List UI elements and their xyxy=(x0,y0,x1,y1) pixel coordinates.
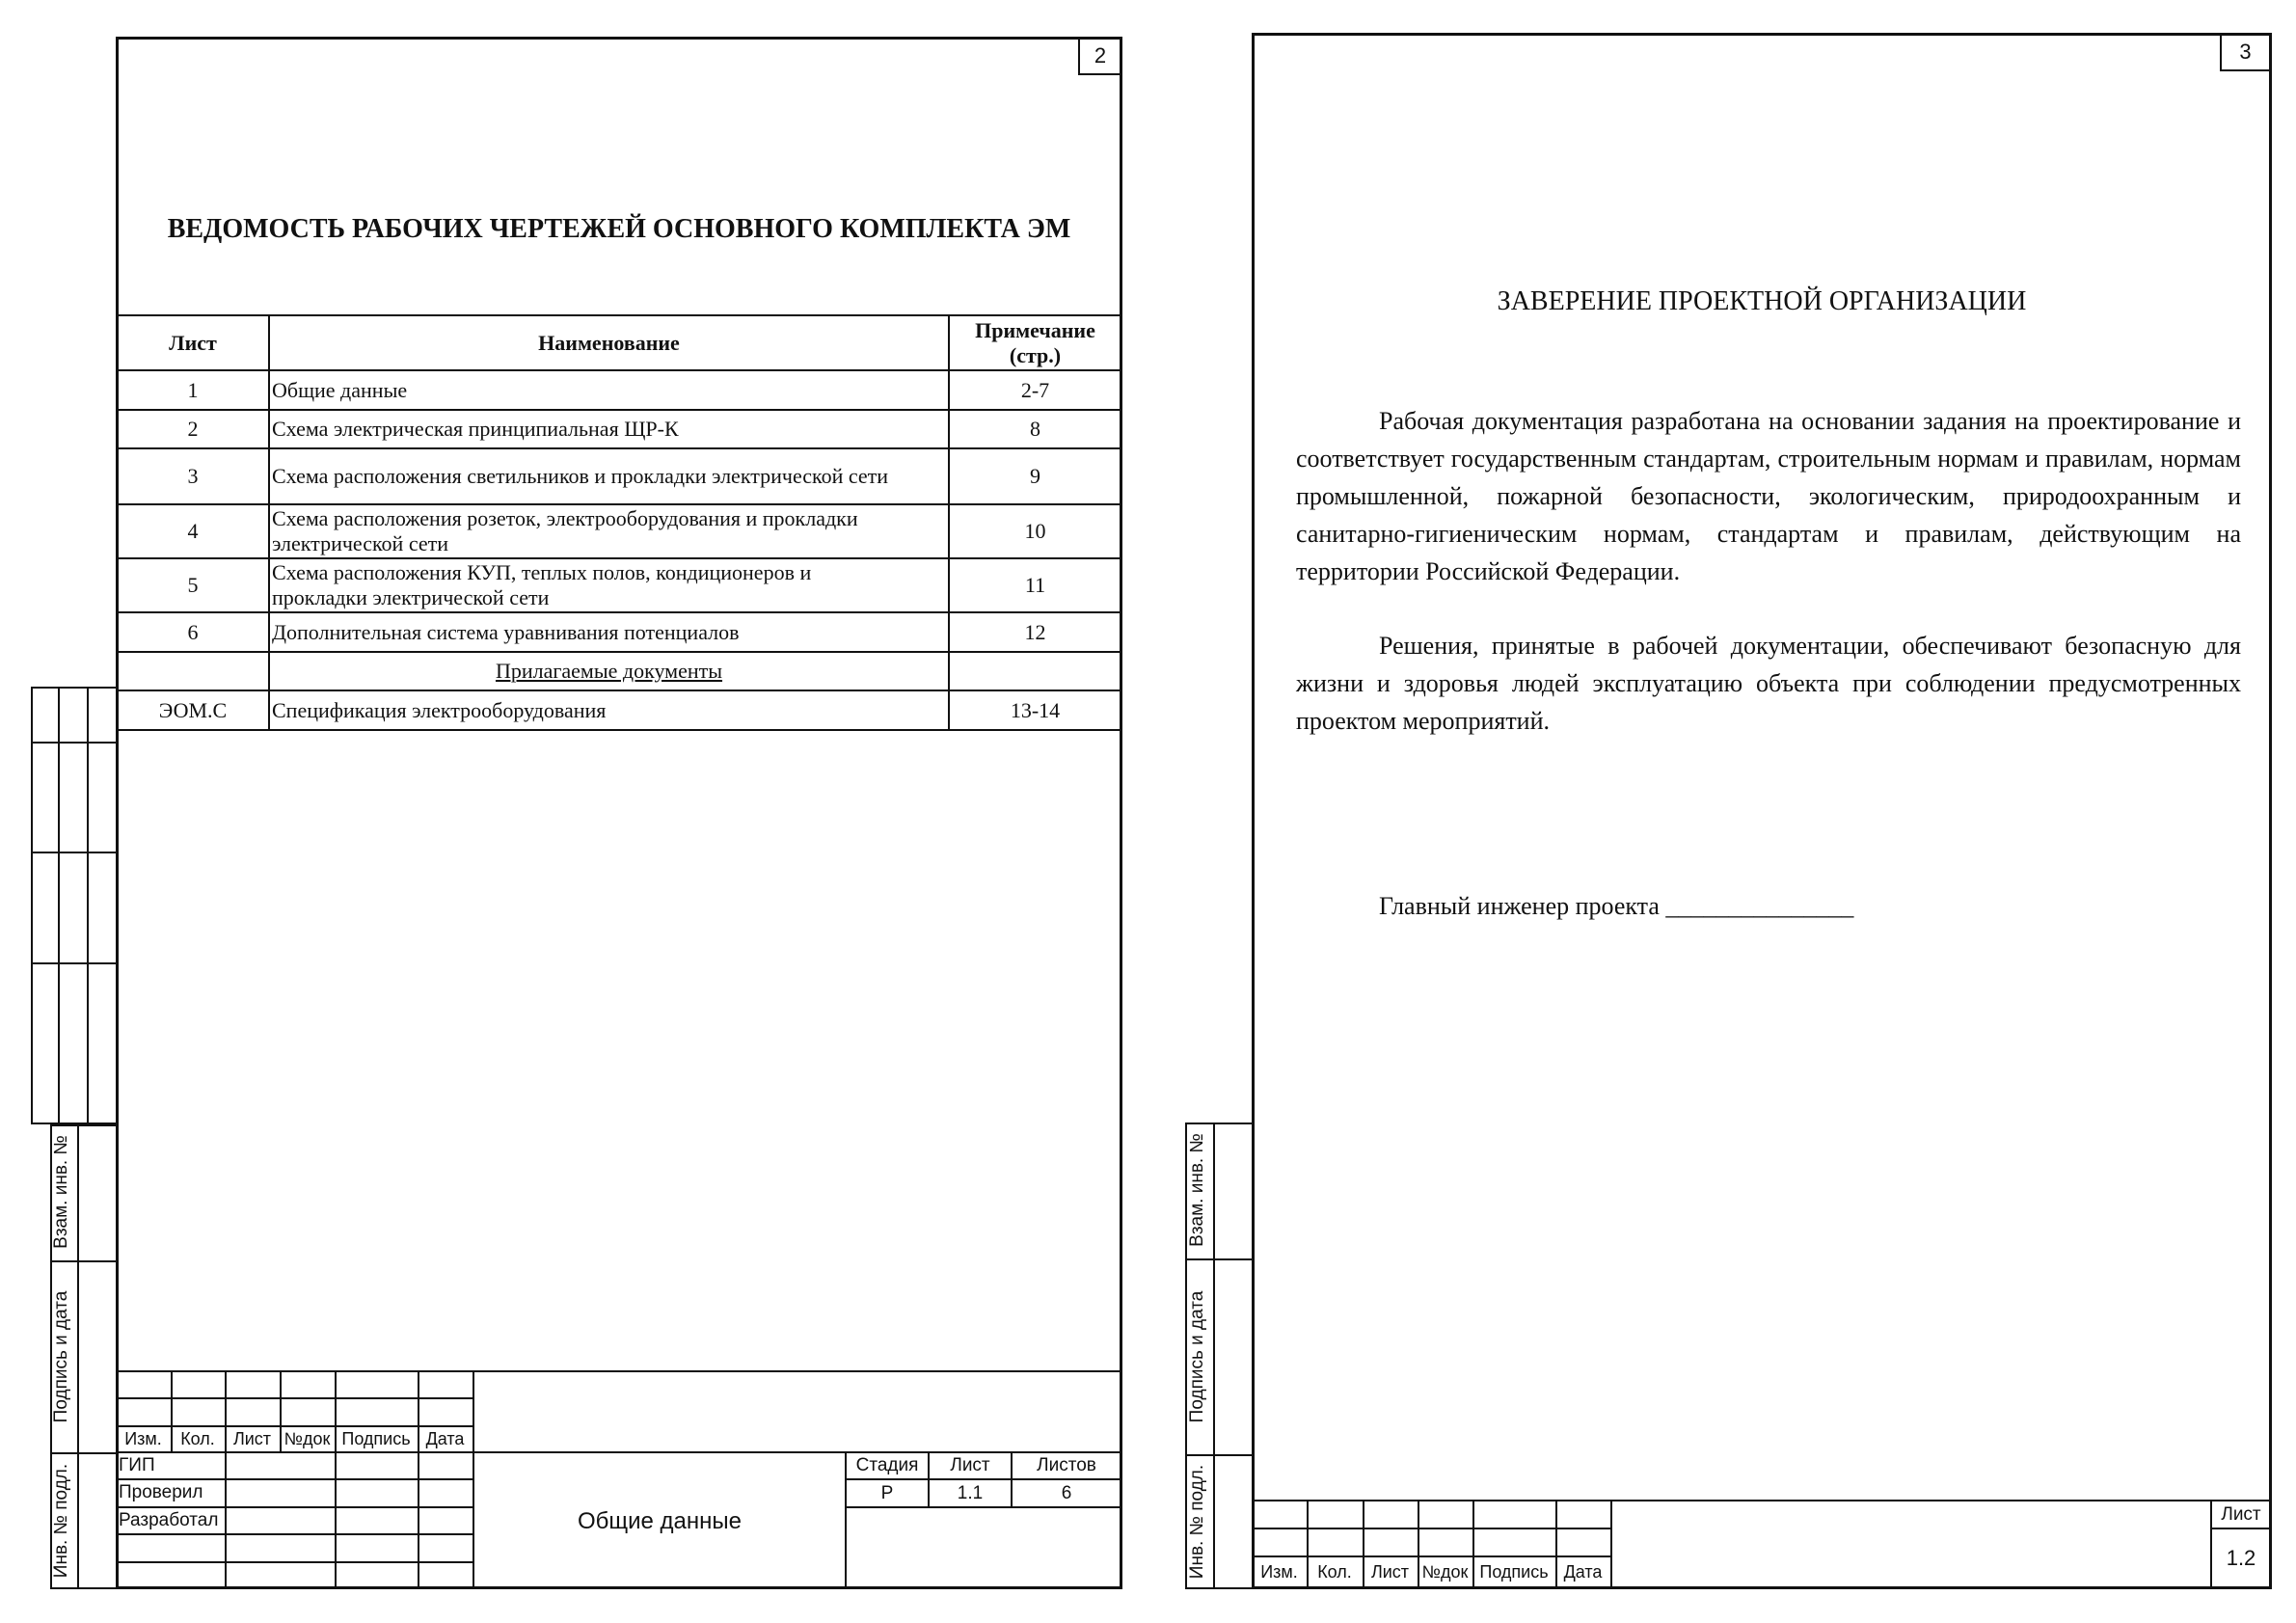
row-4-sheet: 4 xyxy=(187,519,199,543)
row-5-note: 11 xyxy=(1024,573,1046,597)
tb-sheet-value: 1.1 xyxy=(957,1482,984,1503)
tb-sheet-label: Лист xyxy=(2221,1503,2261,1525)
sheet-2-frame xyxy=(116,37,1122,1589)
row-3-sheet: 3 xyxy=(187,464,199,488)
tb-sheets-value: 6 xyxy=(1061,1482,1072,1503)
certification-paragraph-1: Рабочая документация разработана на основании задания на проектирование и соответствует государственным стандартам, строительным нормам и правилам, нормам промышленной, пожарной безопасности, экологическим, природоохранным и санитарно-гигиеническим нормам, стандартам и правилам, действующим на территории Российской Федерации. xyxy=(1296,407,2241,585)
tb-sheet-label: Лист xyxy=(950,1454,990,1475)
sheet-3-frame xyxy=(1252,33,2272,1589)
tb-header-kol: Кол. xyxy=(1317,1561,1352,1582)
tb-header-podpis: Подпись xyxy=(341,1428,411,1448)
page-number: 3 xyxy=(2220,35,2269,71)
row-6-name: Дополнительная система уравнивания потенциалов xyxy=(272,619,740,644)
row-1-name: Общие данные xyxy=(272,377,408,402)
side-label-inv: Инв. № подл. xyxy=(51,1463,71,1579)
attached-docs-header: Прилагаемые документы xyxy=(495,659,723,683)
row-3-name: Схема расположения светильников и прокладки электрической сети xyxy=(272,464,889,488)
page-number: 2 xyxy=(1078,39,1121,75)
header-sheet: Лист xyxy=(169,330,217,355)
row-3-note: 9 xyxy=(1030,464,1040,488)
side-label-inv: Инв. № подл. xyxy=(1187,1464,1207,1580)
row-1-note: 2-7 xyxy=(1020,377,1050,402)
tb-sheets-label: Листов xyxy=(1037,1454,1096,1475)
row-1-sheet: 1 xyxy=(187,377,199,402)
row-2-name: Схема электрическая принципиальная ЩР-К xyxy=(272,417,679,441)
side-label-vzam: Взам. инв. № xyxy=(1187,1133,1207,1247)
certification-paragraph-2: Решения, принятые в рабочей документации, обеспечивают безопасную для жизни и здоровья людей эксплуатацию объекта при соблюдении предусмотренных проектом мероприятий. xyxy=(1296,632,2241,735)
tb-header-data: Дата xyxy=(425,1428,465,1448)
header-note-line2: (стр.) xyxy=(1009,342,1062,367)
tb-doc-name: Общие данные xyxy=(577,1507,743,1534)
tb-header-data: Дата xyxy=(1563,1561,1603,1582)
tb-sheet-value: 1.2 xyxy=(2226,1546,2256,1570)
chief-engineer-signature: Главный инженер проекта _______________ xyxy=(1379,892,1854,920)
header-name: Наименование xyxy=(538,330,680,355)
tb-header-kol: Кол. xyxy=(180,1428,215,1448)
side-label-podpis: Подпись и дата xyxy=(51,1290,71,1423)
sheet-title: ЗАВЕРЕНИЕ ПРОЕКТНОЙ ОРГАНИЗАЦИИ xyxy=(1497,286,2027,316)
side-label-vzam: Взам. инв. № xyxy=(51,1135,71,1249)
row-4-name: Схема расположения розеток, электрооборудования и прокладки электрической сети xyxy=(272,506,858,555)
header-note-line1: Примечание xyxy=(975,317,1095,342)
attached-row-name: Спецификация электрооборудования xyxy=(272,697,607,722)
tb-header-ndok: №док xyxy=(284,1428,331,1448)
tb-header-izm: Изм. xyxy=(124,1428,162,1448)
sheet-title: ВЕДОМОСТЬ РАБОЧИХ ЧЕРТЕЖЕЙ ОСНОВНОГО КОМПЛЕКТА ЭМ xyxy=(167,214,1071,244)
tb-header-list: Лист xyxy=(1370,1561,1410,1582)
tb-header-podpis: Подпись xyxy=(1479,1561,1549,1582)
row-5-sheet: 5 xyxy=(187,573,199,597)
row-2-note: 8 xyxy=(1030,417,1040,441)
row-6-sheet: 6 xyxy=(187,619,199,644)
row-2-sheet: 2 xyxy=(187,417,199,441)
tb-role-proveril: Проверил xyxy=(119,1482,203,1502)
tb-role-gip: ГИП xyxy=(119,1454,155,1475)
side-label-podpis: Подпись и дата xyxy=(1187,1290,1207,1423)
tb-stage-value: Р xyxy=(880,1482,894,1503)
tb-header-izm: Изм. xyxy=(1260,1561,1298,1582)
tb-stage-label: Стадия xyxy=(855,1454,919,1475)
row-4-note: 10 xyxy=(1024,519,1046,543)
tb-header-ndok: №док xyxy=(1421,1561,1469,1582)
tb-header-list: Лист xyxy=(232,1428,272,1448)
attached-row-sheet: ЭОМ.С xyxy=(158,697,228,722)
row-6-note: 12 xyxy=(1024,619,1046,644)
tb-role-razrabotal: Разработал xyxy=(119,1509,219,1530)
attached-row-note: 13-14 xyxy=(1010,697,1061,722)
header-note xyxy=(950,316,1121,369)
row-5-name: Схема расположения КУП, теплых полов, кондиционеров и прокладки электрической сети xyxy=(272,560,812,609)
